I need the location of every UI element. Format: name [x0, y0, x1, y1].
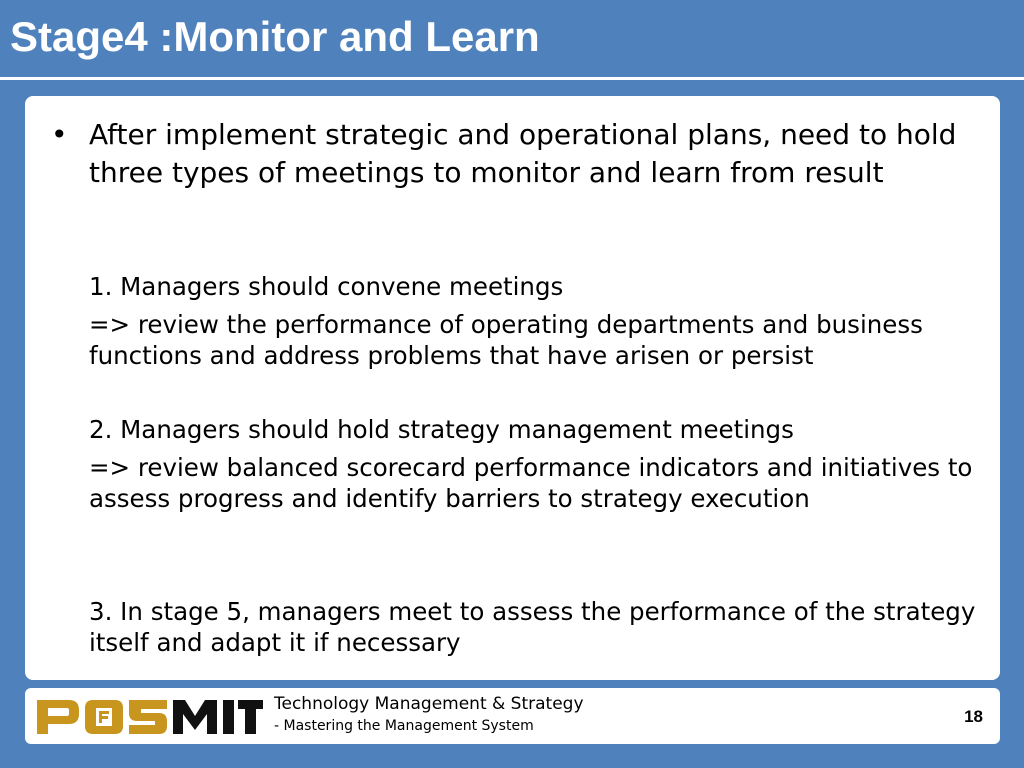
footer-bar	[25, 688, 1000, 744]
footer-subtitle: - Mastering the Management System	[274, 718, 534, 734]
item-2-detail: => review balanced scorecard performance indicators and initiatives to assess progress and identify barriers to strategy execution	[89, 453, 973, 513]
footer-title: Technology Management & Strategy	[274, 694, 584, 714]
posmit-logo	[35, 694, 265, 738]
page-number: 18	[964, 707, 983, 726]
content-panel	[25, 96, 1000, 680]
item-3-heading: 3. In stage 5, managers meet to assess the performance of the strategy itself and adapt it if necessary	[89, 597, 976, 657]
title-divider	[0, 77, 1024, 80]
main-bullet-text: After implement strategic and operational plans, need to hold three types of meetings to monitor and learn from result	[89, 118, 957, 189]
item-1-heading: 1. Managers should convene meetings	[89, 272, 564, 301]
item-2-heading: 2. Managers should hold strategy management meetings	[89, 415, 794, 444]
item-1-detail: => review the performance of operating departments and business functions and address problems that have arisen or persist	[89, 310, 923, 370]
slide-title: Stage4 :Monitor and Learn	[10, 13, 540, 60]
bullet-marker: •	[51, 118, 68, 151]
